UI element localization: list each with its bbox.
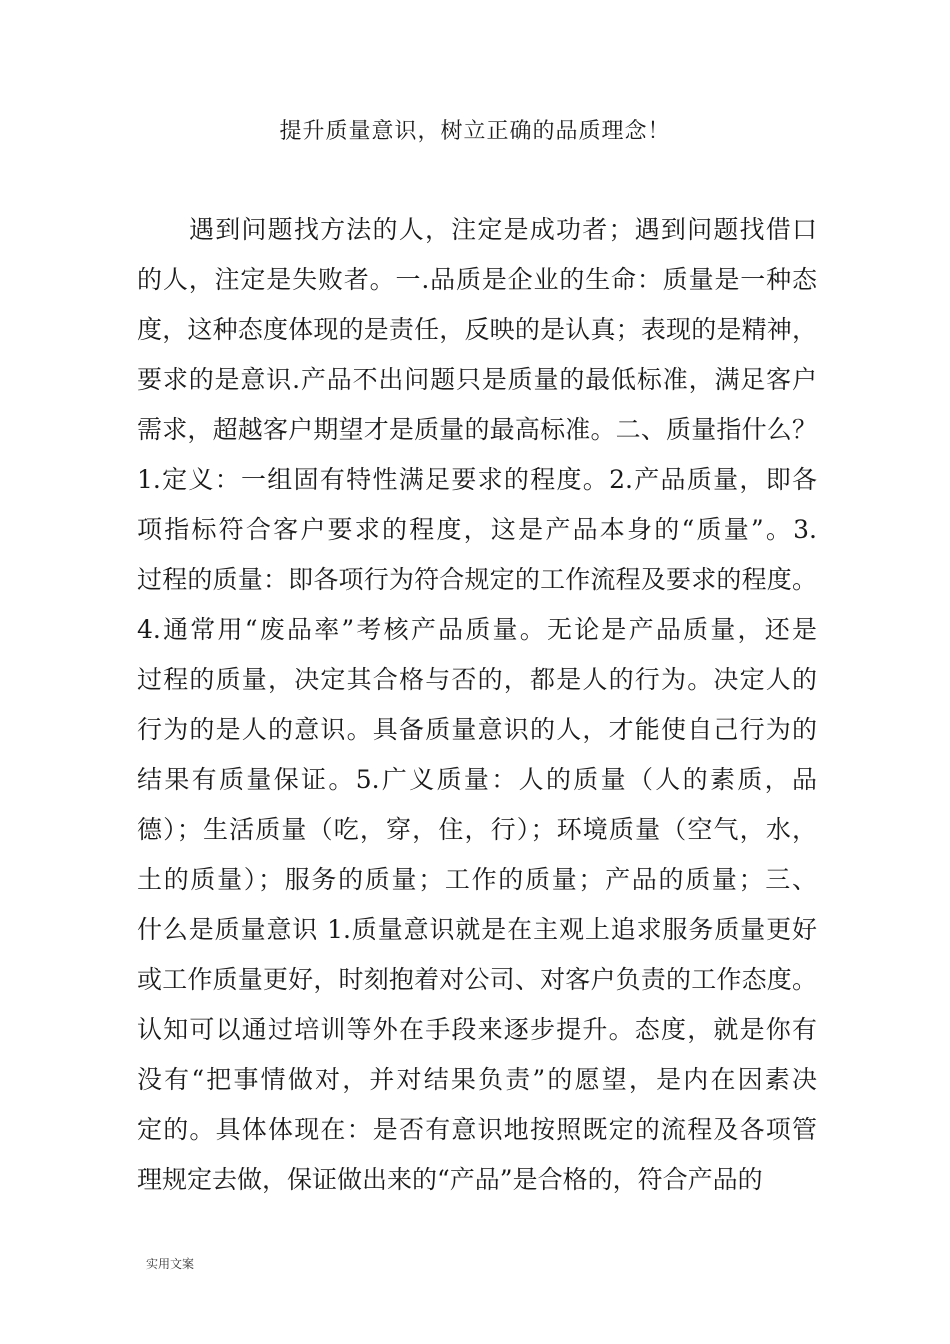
body-line: 4.通常用“废品率”考核产品质量。无论是产品质量，还是	[137, 615, 817, 644]
body-line: 行为的是人的意识。具备质量意识的人，才能使自己行为的	[137, 715, 817, 744]
document-body	[137, 205, 817, 1205]
body-line: 没有“把事情做对，并对结果负责”的愿望，是内在因素决	[137, 1065, 817, 1094]
body-line: 什么是质量意识 1.质量意识就是在主观上追求服务质量更好	[137, 915, 817, 944]
body-line: 遇到问题找方法的人，注定是成功者；遇到问题找借口	[189, 215, 817, 244]
body-line: 要求的是意识.产品不出问题只是质量的最低标准，满足客户	[137, 365, 817, 394]
body-line: 土的质量）；服务的质量；工作的质量；产品的质量；三、	[137, 865, 817, 894]
body-line: 或工作质量更好，时刻抱着对公司、对客户负责的工作态度。	[137, 965, 817, 994]
body-line: 需求，超越客户期望才是质量的最高标准。二、质量指什么？	[137, 415, 817, 444]
document-title: 提升质量意识，树立正确的品质理念！	[279, 119, 671, 144]
body-line: 理规定去做，保证做出来的“产品”是合格的，符合产品的	[137, 1165, 763, 1194]
body-line: 过程的质量，决定其合格与否的，都是人的行为。决定人的	[137, 665, 817, 694]
body-line: 度，这种态度体现的是责任，反映的是认真；表现的是精神，	[137, 315, 817, 344]
body-line: 德）；生活质量（吃，穿，住，行）；环境质量（空气，水，	[137, 815, 817, 844]
body-line: 项指标符合客户要求的程度，这是产品本身的“质量”。3.	[137, 515, 817, 544]
page-footer: 实用文案	[146, 1257, 195, 1271]
body-line: 认知可以通过培训等外在手段来逐步提升。态度，就是你有	[137, 1015, 817, 1044]
body-line: 过程的质量：即各项行为符合规定的工作流程及要求的程度。	[137, 565, 817, 594]
body-line: 1.定义：一组固有特性满足要求的程度。2.产品质量，即各	[137, 465, 817, 494]
body-line: 的人，注定是失败者。一.品质是企业的生命：质量是一种态	[137, 265, 817, 294]
body-line: 定的。具体体现在：是否有意识地按照既定的流程及各项管	[137, 1115, 817, 1144]
body-line: 结果有质量保证。5.广义质量：人的质量（人的素质，品	[137, 765, 817, 794]
